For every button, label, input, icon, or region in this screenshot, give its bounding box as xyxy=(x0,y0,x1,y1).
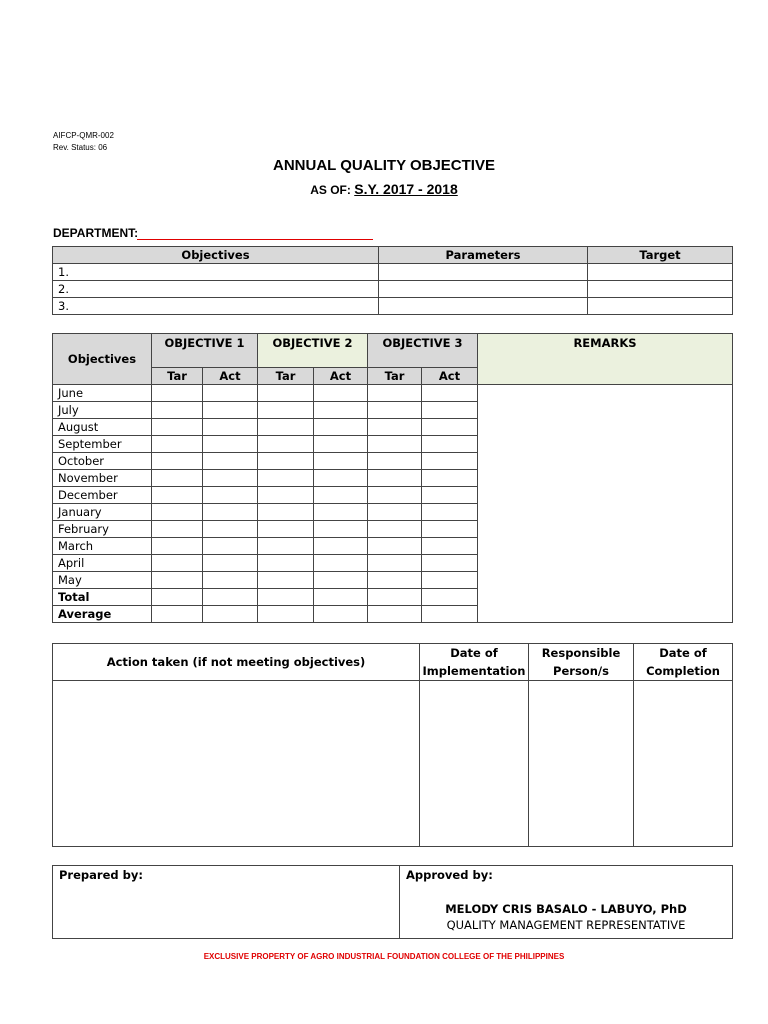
act-header: Act xyxy=(422,368,478,385)
month-label: June xyxy=(53,385,152,402)
act-header: Act xyxy=(314,368,368,385)
act-cell[interactable] xyxy=(422,589,478,606)
parameter-cell[interactable] xyxy=(379,281,588,298)
month-label: October xyxy=(53,453,152,470)
act-cell[interactable] xyxy=(203,470,258,487)
approved-by-label: Approved by: xyxy=(406,868,493,882)
table-row xyxy=(53,264,733,281)
department-field[interactable] xyxy=(137,239,373,240)
tar-cell[interactable] xyxy=(258,504,314,521)
act-cell[interactable] xyxy=(203,538,258,555)
date-of-completion-header: Date of Completion xyxy=(634,644,733,681)
tar-cell[interactable] xyxy=(152,453,203,470)
department-label: DEPARTMENT: xyxy=(53,226,139,240)
act-cell[interactable] xyxy=(314,589,368,606)
target-cell[interactable] xyxy=(588,281,733,298)
prepared-by-cell[interactable] xyxy=(53,866,400,939)
act-cell[interactable] xyxy=(314,470,368,487)
act-cell[interactable] xyxy=(314,606,368,623)
responsible-person-header: Responsible Person/s xyxy=(529,644,634,681)
approver-name: MELODY CRIS BASALO - LABUYO, PhD xyxy=(445,902,687,916)
act-cell[interactable] xyxy=(422,470,478,487)
tar-cell[interactable] xyxy=(258,606,314,623)
objective-number: 1. xyxy=(53,264,379,281)
tar-cell[interactable] xyxy=(152,385,203,402)
tar-cell[interactable] xyxy=(152,538,203,555)
act-cell[interactable] xyxy=(203,487,258,504)
tar-cell[interactable] xyxy=(258,538,314,555)
act-cell[interactable] xyxy=(422,521,478,538)
objective-3-header: OBJECTIVE 3 xyxy=(368,334,478,368)
tar-cell[interactable] xyxy=(258,419,314,436)
tar-cell[interactable] xyxy=(368,504,422,521)
tar-cell[interactable] xyxy=(368,606,422,623)
month-label: March xyxy=(53,538,152,555)
approver-title: QUALITY MANAGEMENT REPRESENTATIVE xyxy=(446,918,686,932)
act-cell[interactable] xyxy=(203,419,258,436)
tar-cell[interactable] xyxy=(258,470,314,487)
tar-cell[interactable] xyxy=(258,385,314,402)
tar-cell[interactable] xyxy=(368,572,422,589)
act-cell[interactable] xyxy=(422,606,478,623)
month-label: August xyxy=(53,419,152,436)
tar-cell[interactable] xyxy=(368,487,422,504)
act-cell[interactable] xyxy=(203,402,258,419)
prepared-by-label: Prepared by: xyxy=(59,868,143,882)
act-cell[interactable] xyxy=(314,436,368,453)
act-cell[interactable] xyxy=(203,436,258,453)
target-header: Target xyxy=(588,247,733,264)
table-row xyxy=(53,298,733,315)
tar-header: Tar xyxy=(368,368,422,385)
tar-cell[interactable] xyxy=(368,385,422,402)
tar-cell[interactable] xyxy=(152,419,203,436)
act-cell[interactable] xyxy=(203,589,258,606)
month-label: May xyxy=(53,572,152,589)
tar-cell[interactable] xyxy=(152,504,203,521)
tar-cell[interactable] xyxy=(368,589,422,606)
act-cell[interactable] xyxy=(203,572,258,589)
document-code: AIFCP-QMR-002 xyxy=(53,131,114,140)
action-table xyxy=(52,643,733,847)
tar-cell[interactable] xyxy=(368,402,422,419)
objectives-table xyxy=(52,246,733,315)
tar-cell[interactable] xyxy=(368,555,422,572)
responsible-person-cell[interactable] xyxy=(529,681,634,847)
act-cell[interactable] xyxy=(422,402,478,419)
month-label: September xyxy=(53,436,152,453)
tar-header: Tar xyxy=(152,368,203,385)
month-label: Average xyxy=(53,606,152,623)
tar-cell[interactable] xyxy=(152,436,203,453)
act-cell[interactable] xyxy=(314,453,368,470)
act-cell[interactable] xyxy=(422,572,478,589)
remarks-header: REMARKS xyxy=(478,334,733,385)
tar-cell[interactable] xyxy=(152,521,203,538)
revision-status: Rev. Status: 06 xyxy=(53,143,108,152)
table-row xyxy=(53,385,733,402)
objective-1-header: OBJECTIVE 1 xyxy=(152,334,258,368)
approved-by-cell[interactable] xyxy=(400,866,733,939)
objectives-header: Objectives xyxy=(53,247,379,264)
month-label: February xyxy=(53,521,152,538)
monthly-objectives-header: Objectives xyxy=(53,334,152,385)
act-cell[interactable] xyxy=(422,453,478,470)
month-label: Total xyxy=(53,589,152,606)
action-taken-cell[interactable] xyxy=(53,681,420,847)
act-cell[interactable] xyxy=(203,521,258,538)
tar-cell[interactable] xyxy=(152,589,203,606)
signature-table xyxy=(52,865,733,939)
remarks-cell[interactable] xyxy=(478,385,733,623)
action-taken-header: Action taken (if not meeting objectives) xyxy=(53,644,420,681)
act-cell[interactable] xyxy=(314,555,368,572)
tar-cell[interactable] xyxy=(258,402,314,419)
act-cell[interactable] xyxy=(314,385,368,402)
footer-notice: EXCLUSIVE PROPERTY OF AGRO INDUSTRIAL FOUNDATION COLLEGE OF THE PHILIPPINES xyxy=(203,952,565,961)
tar-cell[interactable] xyxy=(368,470,422,487)
tar-cell[interactable] xyxy=(258,555,314,572)
parameter-cell[interactable] xyxy=(379,298,588,315)
as-of-label: AS OF: xyxy=(310,183,351,197)
act-cell[interactable] xyxy=(422,385,478,402)
act-cell[interactable] xyxy=(203,385,258,402)
objective-number: 3. xyxy=(53,298,379,315)
tar-cell[interactable] xyxy=(258,589,314,606)
tar-cell[interactable] xyxy=(258,487,314,504)
act-cell[interactable] xyxy=(422,555,478,572)
act-cell[interactable] xyxy=(314,521,368,538)
tar-cell[interactable] xyxy=(258,436,314,453)
act-cell[interactable] xyxy=(422,436,478,453)
act-cell[interactable] xyxy=(314,419,368,436)
target-cell[interactable] xyxy=(588,298,733,315)
tar-cell[interactable] xyxy=(368,521,422,538)
tar-cell[interactable] xyxy=(152,470,203,487)
parameters-header: Parameters xyxy=(379,247,588,264)
date-of-implementation-header: Date of Implementation xyxy=(420,644,529,681)
act-cell[interactable] xyxy=(203,606,258,623)
parameter-cell[interactable] xyxy=(379,264,588,281)
target-cell[interactable] xyxy=(588,264,733,281)
tar-cell[interactable] xyxy=(368,453,422,470)
objective-number: 2. xyxy=(53,281,379,298)
school-year: S.Y. 2017 - 2018 xyxy=(354,181,458,197)
tar-cell[interactable] xyxy=(258,572,314,589)
tar-cell[interactable] xyxy=(368,419,422,436)
tar-cell[interactable] xyxy=(258,453,314,470)
month-label: December xyxy=(53,487,152,504)
tar-cell[interactable] xyxy=(152,572,203,589)
act-cell[interactable] xyxy=(314,487,368,504)
month-label: July xyxy=(53,402,152,419)
table-row xyxy=(53,281,733,298)
act-cell[interactable] xyxy=(203,504,258,521)
monthly-table xyxy=(52,333,733,623)
act-cell[interactable] xyxy=(422,419,478,436)
act-cell[interactable] xyxy=(422,487,478,504)
date-of-implementation-cell[interactable] xyxy=(420,681,529,847)
act-cell[interactable] xyxy=(203,555,258,572)
objective-2-header: OBJECTIVE 2 xyxy=(258,334,368,368)
tar-cell[interactable] xyxy=(152,402,203,419)
tar-cell[interactable] xyxy=(368,538,422,555)
month-label: November xyxy=(53,470,152,487)
act-header: Act xyxy=(203,368,258,385)
month-label: April xyxy=(53,555,152,572)
page-title: ANNUAL QUALITY OBJECTIVE xyxy=(273,157,495,174)
act-cell[interactable] xyxy=(422,504,478,521)
act-cell[interactable] xyxy=(314,538,368,555)
act-cell[interactable] xyxy=(314,504,368,521)
tar-cell[interactable] xyxy=(152,555,203,572)
month-label: January xyxy=(53,504,152,521)
act-cell[interactable] xyxy=(203,453,258,470)
act-cell[interactable] xyxy=(314,402,368,419)
tar-cell[interactable] xyxy=(258,521,314,538)
tar-cell[interactable] xyxy=(152,606,203,623)
date-of-completion-cell[interactable] xyxy=(634,681,733,847)
tar-cell[interactable] xyxy=(152,487,203,504)
tar-header: Tar xyxy=(258,368,314,385)
act-cell[interactable] xyxy=(422,538,478,555)
tar-cell[interactable] xyxy=(368,436,422,453)
act-cell[interactable] xyxy=(314,572,368,589)
as-of-line xyxy=(0,181,768,197)
